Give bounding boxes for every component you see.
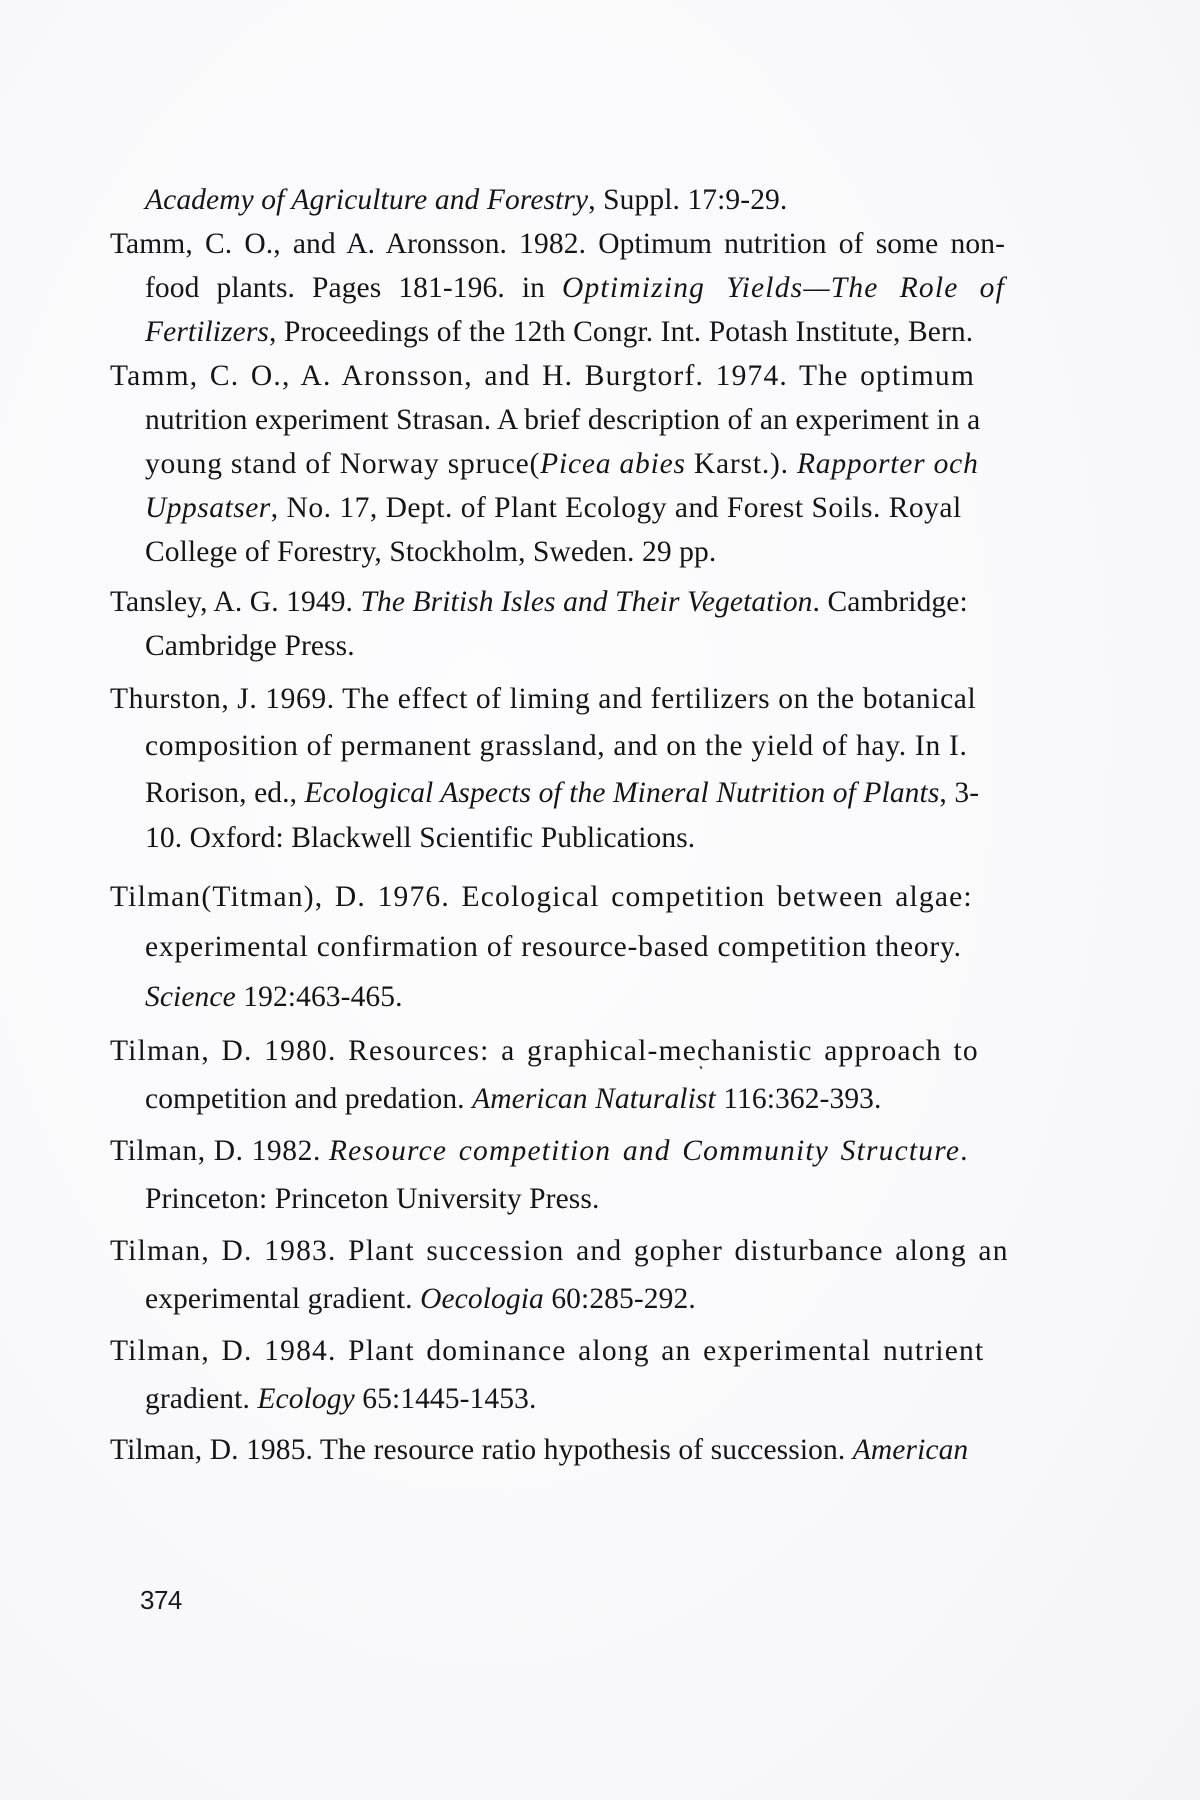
- reference-line: Academy of Agriculture and Forestry, Suppl. 17:9-29.: [145, 184, 788, 216]
- reference-line: Tilman, D. 1982. Resource competition and Community Structure.: [110, 1135, 969, 1167]
- reference-line: competition and predation. American Naturalist 116:362-393.: [145, 1083, 882, 1115]
- series-title: Rapporter och: [796, 448, 979, 480]
- reference-line: Rorison, ed., Ecological Aspects of the Mineral Nutrition of Plants, 3-: [145, 777, 980, 809]
- book-title: Resource competition and Community Structure: [328, 1135, 961, 1167]
- reference-line: 10. Oxford: Blackwell Scientific Publications.: [145, 822, 696, 854]
- page-number: 374: [140, 1585, 182, 1615]
- journal-title: Oecologia: [420, 1283, 544, 1315]
- reference-line: Tamm, C. O., A. Aronsson, and H. Burgtorf. 1974. The optimum: [110, 360, 976, 392]
- reference-line: Princeton: Princeton University Press.: [145, 1183, 600, 1215]
- reference-line: Tamm, C. O., and A. Aronsson. 1982. Optimum nutrition of some non-: [110, 228, 1005, 260]
- reference-line: Tilman(Titman), D. 1976. Ecological competition between algae:: [110, 881, 973, 913]
- journal-title: Academy of Agriculture and Forestry: [145, 184, 589, 216]
- reference-line: composition of permanent grassland, and on the yield of hay. In I.: [145, 730, 968, 762]
- reference-line: Cambridge Press.: [145, 630, 355, 662]
- journal-title: Science: [145, 981, 236, 1013]
- reference-line: experimental confirmation of resource-based competition theory.: [145, 931, 962, 963]
- reference-line: Uppsatser, No. 17, Dept. of Plant Ecology and Forest Soils. Royal: [145, 492, 962, 524]
- book-title: The British Isles and Their Vegetation: [360, 586, 813, 618]
- reference-line: food plants. Pages 181-196. in Optimizing Yields—The Role of: [145, 272, 1005, 304]
- reference-line: experimental gradient. Oecologia 60:285-292.: [145, 1283, 696, 1315]
- reference-line: Fertilizers, Proceedings of the 12th Congr. Int. Potash Institute, Bern.: [145, 316, 974, 348]
- reference-line: Science 192:463-465.: [145, 981, 403, 1013]
- series-title: Uppsatser: [145, 492, 271, 524]
- reference-line: gradient. Ecology 65:1445-1453.: [145, 1383, 537, 1415]
- journal-title: Ecology: [257, 1383, 355, 1415]
- journal-title: American: [852, 1434, 969, 1466]
- reference-line: Thurston, J. 1969. The effect of liming and fertilizers on the botanical: [110, 683, 977, 715]
- reference-line: Tansley, A. G. 1949. The British Isles and Their Vegetation. Cambridge:: [110, 586, 968, 618]
- book-title: Ecological Aspects of the Mineral Nutrition of Plants: [304, 777, 940, 809]
- species-name: Picea abies: [540, 448, 686, 480]
- reference-line: Tilman, D. 1984. Plant dominance along an experimental nutrient: [110, 1335, 985, 1367]
- reference-line: Tilman, D. 1985. The resource ratio hypothesis of succession. American: [110, 1434, 969, 1466]
- reference-line: nutrition experiment Strasan. A brief description of an experiment in a: [145, 404, 981, 436]
- reference-line: Tilman, D. 1983. Plant succession and gopher disturbance along an: [110, 1235, 1009, 1267]
- reference-line: young stand of Norway spruce(Picea abies Karst.). Rapporter och: [145, 448, 979, 480]
- reference-line: College of Forestry, Stockholm, Sweden. 29 pp.: [145, 536, 717, 568]
- reference-line: Tilman, D. 1980. Resources: a graphical-mechanistic approach to: [110, 1035, 979, 1067]
- book-title: Optimizing Yields—The Role of: [561, 272, 1005, 304]
- journal-title: American Naturalist: [472, 1083, 716, 1115]
- book-title: Fertilizers: [145, 316, 270, 348]
